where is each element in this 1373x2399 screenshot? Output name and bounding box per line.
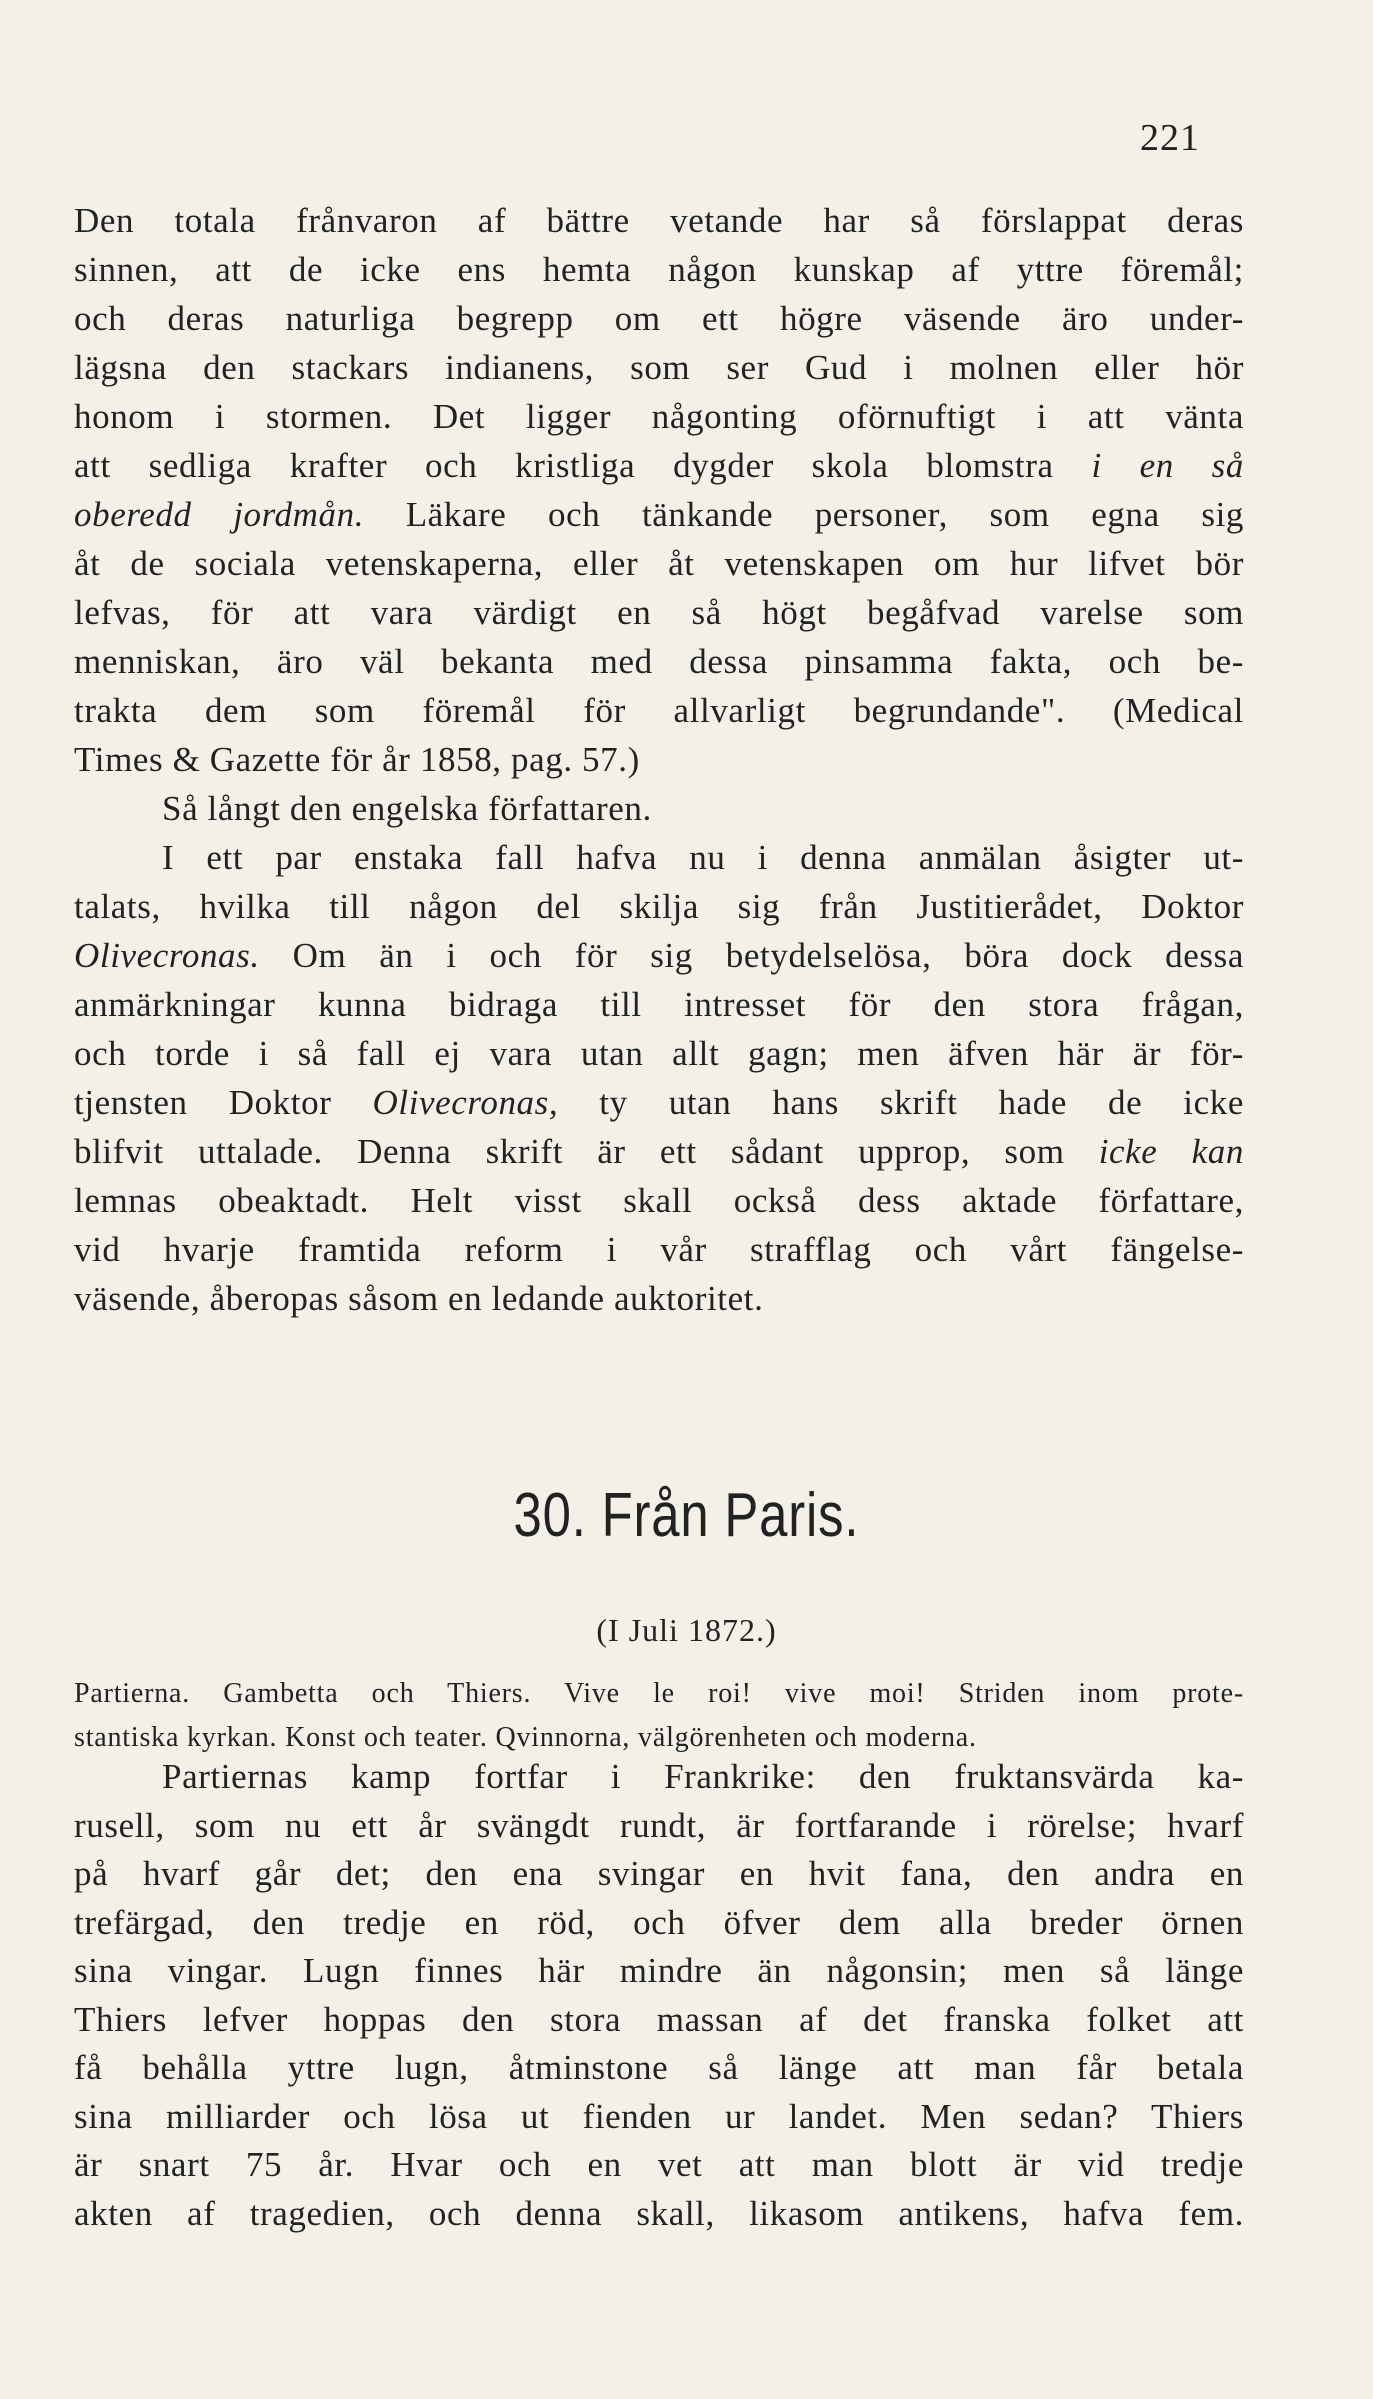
text-line: anmärkningar kunna bidraga till intresset för den stora frågan, — [74, 985, 1244, 1024]
text-line: lefvas, för att vara värdigt en så högt begåfvad varelse som — [74, 593, 1244, 632]
text-line: och deras naturliga begrepp om ett högre väsende äro under- — [74, 299, 1244, 338]
text-line: åt de sociala vetenskaperna, eller åt vetenskapen om hur lifvet bör — [74, 544, 1244, 583]
text-line: väsende, åberopas såsom en ledande auktoritet. — [74, 1279, 764, 1318]
italic-text: i en så — [1091, 446, 1244, 485]
text-line: få behålla yttre lugn, åtminstone så länge att man får betala — [74, 2048, 1244, 2087]
chapter-title: 30. Från Paris. — [513, 1481, 860, 1550]
body-text-section-2 — [74, 1753, 1244, 2238]
text-line: Den totala frånvaron af bättre vetande har så förslappat deras — [74, 201, 1244, 240]
text-line: lägsna den stackars indianens, som ser Gud i molnen eller hör — [74, 348, 1244, 387]
page-number: 221 — [1140, 117, 1200, 159]
text-line: Times & Gazette för år 1858, pag. 57.) — [74, 740, 640, 779]
text-line: menniskan, äro väl bekanta med dessa pinsamma fakta, och be- — [74, 642, 1244, 681]
text-line: sina vingar. Lugn finnes här mindre än någonsin; men så länge — [74, 1951, 1244, 1990]
chapter-summary — [74, 1672, 1244, 1760]
text-line: och torde i så fall ej vara utan allt gagn; men äfven här är för- — [74, 1034, 1244, 1073]
text-segment: Läkare och tänkande personer, som egna sig — [405, 495, 1244, 534]
text-line: är snart 75 år. Hvar och en vet att man blott är vid tredje — [74, 2145, 1244, 2184]
text-line: Thiers lefver hoppas den stora massan af det franska folket att — [74, 1999, 1244, 2039]
italic-text: Olivecronas. — [74, 936, 260, 975]
text-segment: att sedliga krafter och kristliga dygder skola blomstra — [74, 446, 1054, 485]
text-line: lemnas obeaktadt. Helt visst skall också dess aktade författare, — [74, 1181, 1244, 1220]
text-line — [74, 1078, 1244, 1127]
text-line: sinnen, att de icke ens hemta någon kunskap af yttre föremål; — [74, 250, 1244, 289]
text-segment: blifvit uttalade. Denna skrift är ett sådant upprop, som — [74, 1132, 1065, 1171]
text-line — [74, 1127, 1244, 1176]
text-line: på hvarf går det; den ena svingar en hvit fana, den andra en — [74, 1854, 1244, 1893]
italic-text: oberedd jordmån. — [74, 495, 365, 534]
summary-line: stantiska kyrkan. Konst och teater. Qvinnorna, välgörenheten och moderna. — [74, 1722, 977, 1753]
italic-text: Olivecronas, — [372, 1083, 559, 1122]
italic-text: icke kan — [1098, 1132, 1244, 1171]
text-line — [74, 490, 1244, 539]
text-line: sina milliarder och lösa ut fienden ur landet. Men sedan? Thiers — [74, 2096, 1244, 2136]
text-line: vid hvarje framtida reform i vår strafflag och vårt fängelse- — [74, 1230, 1244, 1269]
text-line: Partiernas kamp fortfar i Frankrike: den fruktansvärda ka- — [162, 1757, 1244, 1796]
text-line — [74, 441, 1244, 490]
text-line: honom i stormen. Det ligger någonting oförnuftigt i att vänta — [74, 397, 1244, 436]
text-line: Så långt den engelska författaren. — [162, 789, 652, 828]
text-segment: Om än i och för sig betydelselösa, böra dock dessa — [292, 936, 1244, 975]
text-line: rusell, som nu ett år svängdt rundt, är fortfarande i rörelse; hvarf — [74, 1805, 1244, 1845]
text-line: talats, hvilka till någon del skilja sig från Justitierådet, Doktor — [74, 887, 1244, 926]
chapter-date: (I Juli 1872.) — [596, 1612, 777, 1648]
text-line: trefärgad, den tredje en röd, och öfver dem alla breder örnen — [74, 1902, 1244, 1942]
summary-line: Partierna. Gambetta och Thiers. Vive le roi! vive moi! Striden inom prote- — [74, 1678, 1244, 1709]
text-line: I ett par enstaka fall hafva nu i denna anmälan åsigter ut- — [162, 838, 1244, 877]
text-segment: ty utan hans skrift hade de icke — [599, 1083, 1244, 1122]
text-line — [74, 931, 1244, 980]
text-line: akten af tragedien, och denna skall, likasom antikens, hafva fem. — [74, 2193, 1244, 2233]
text-segment: tjensten Doktor — [74, 1083, 332, 1122]
text-line: trakta dem som föremål för allvarligt begrundande". (Medical — [74, 691, 1244, 730]
body-text-section-1 — [74, 196, 1244, 1323]
